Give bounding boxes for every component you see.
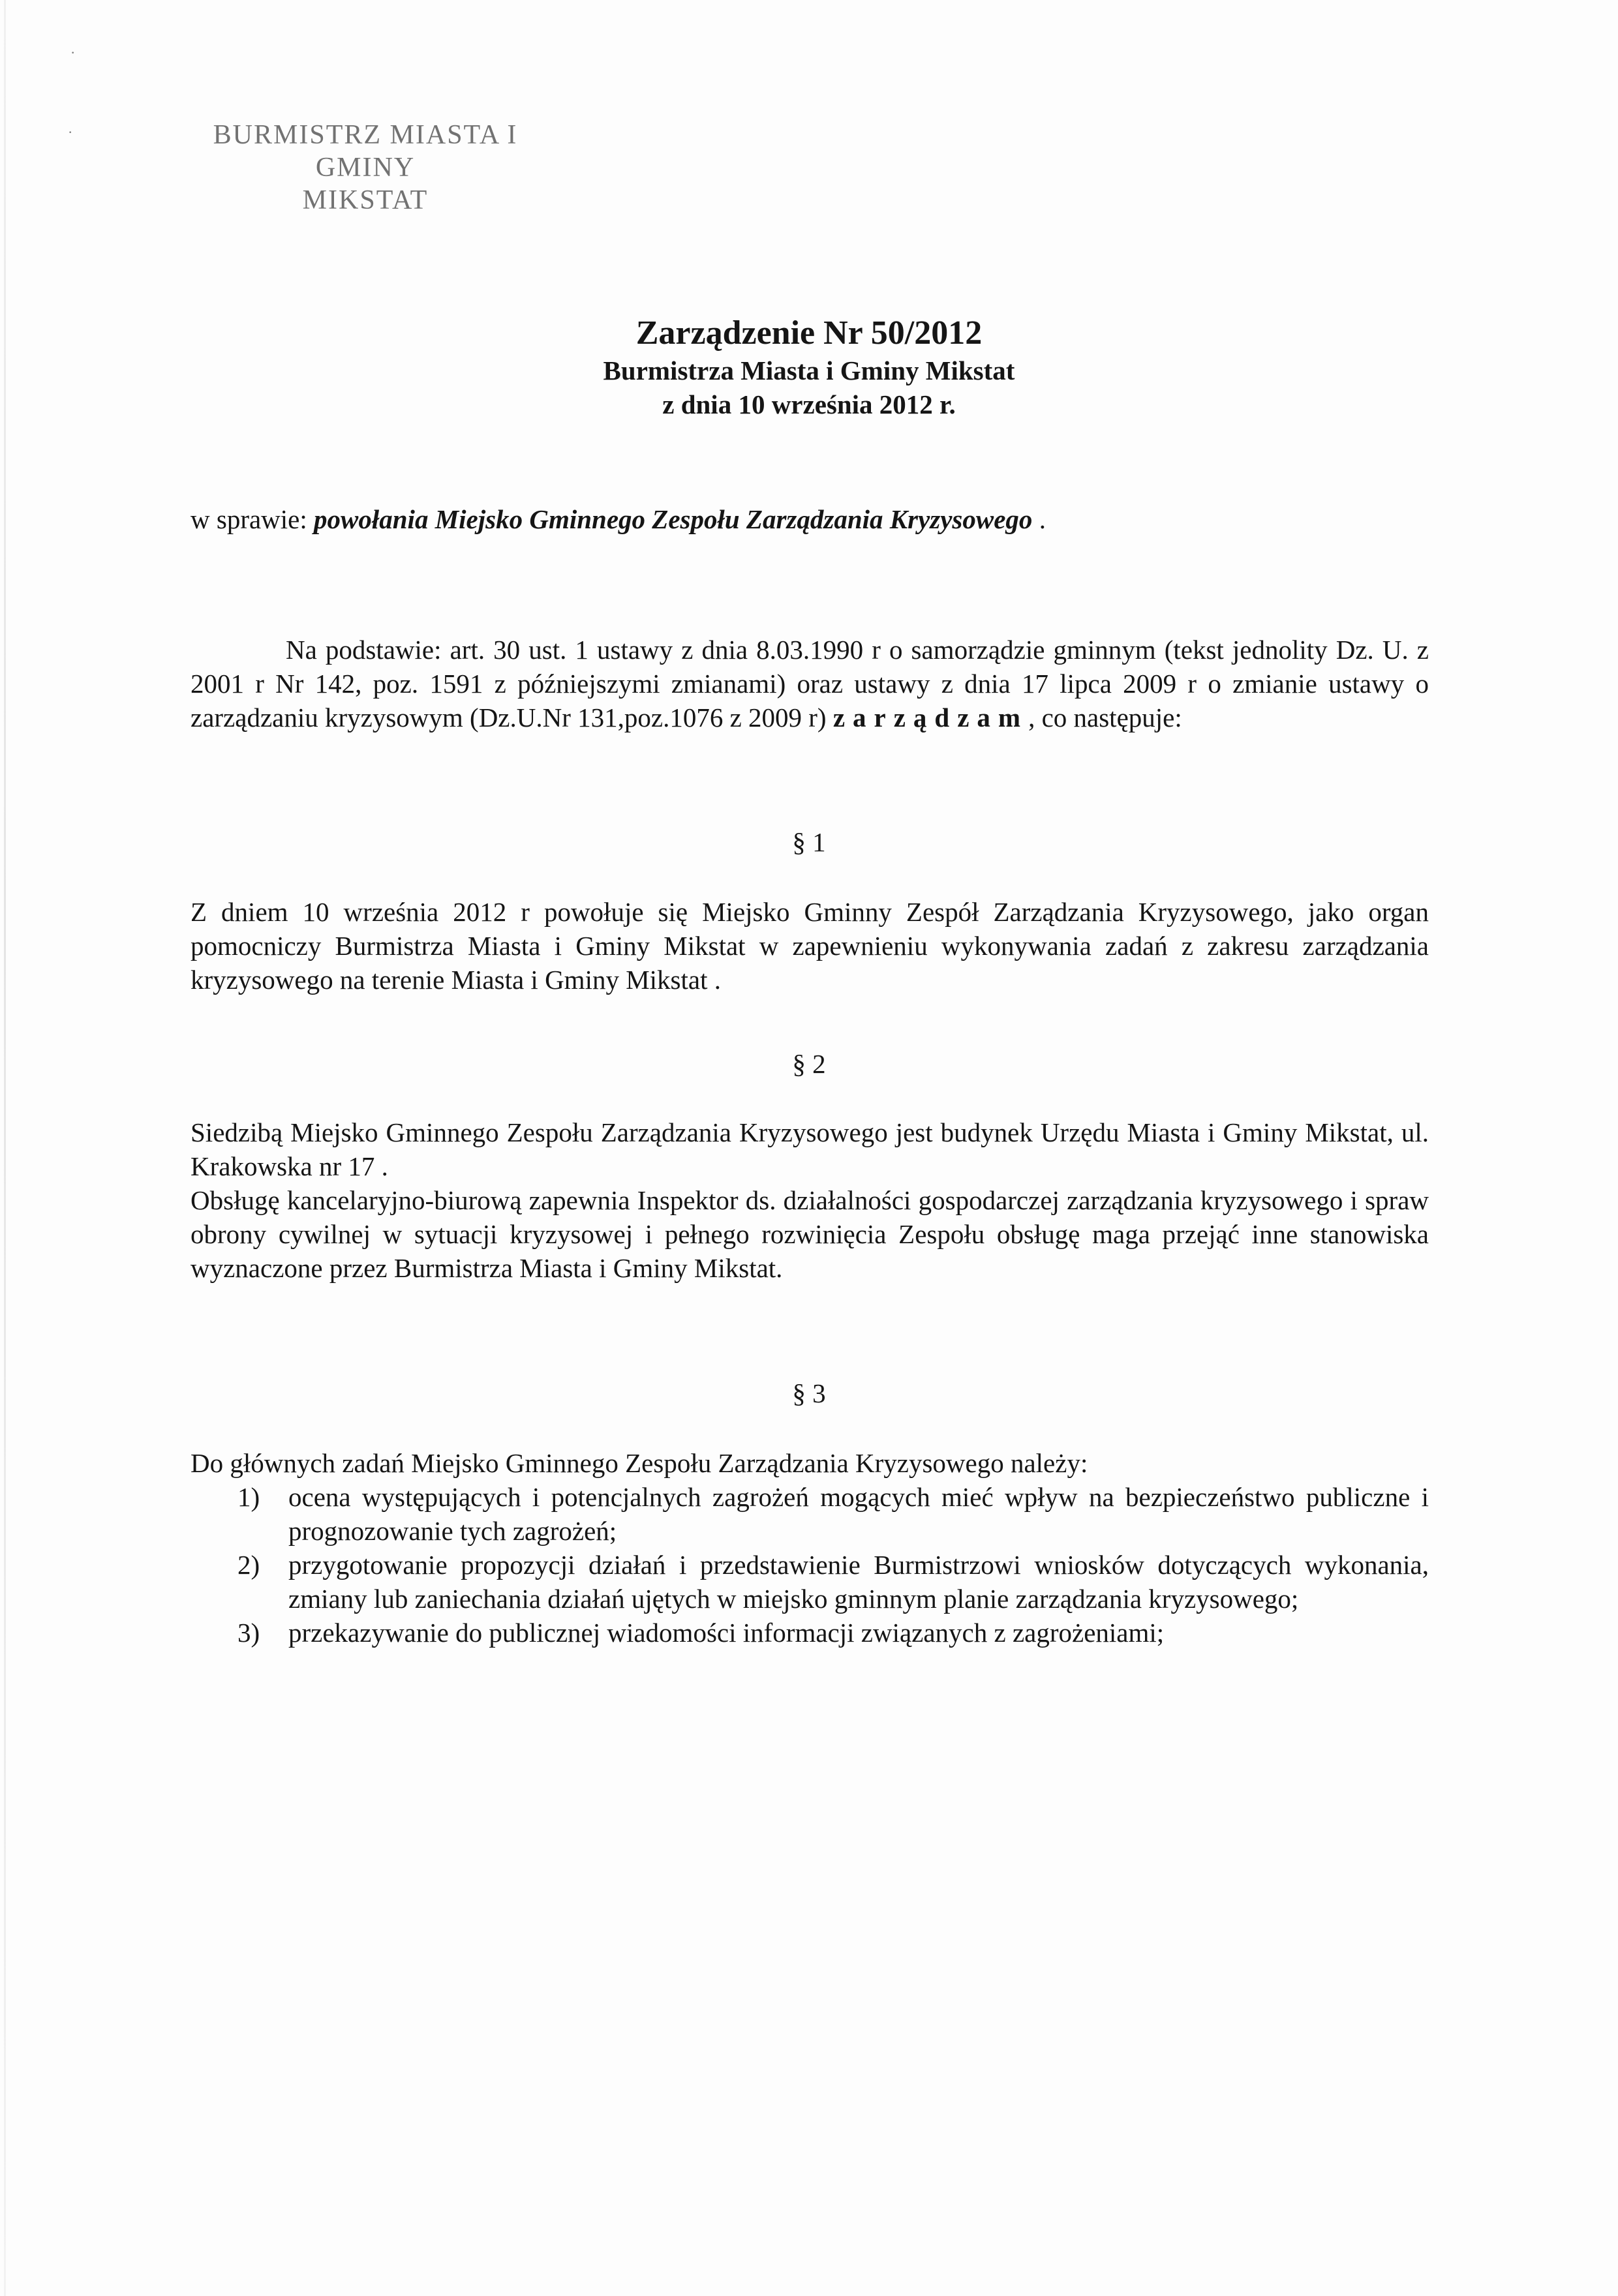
section-2-paragraph-1: Siedzibą Miejsko Gminnego Zespołu Zarządzania Kryzysowego jest budynek Urzędu Miasta i Gminy Mikstat, ul. Krakowska nr 17 . [191, 1117, 1429, 1181]
list-item-number: 3) [237, 1618, 260, 1648]
subject-suffix: . [1032, 504, 1046, 534]
section-mark-3: § 3 [792, 1378, 826, 1408]
legal-basis-tail: , co następuje: [1028, 702, 1182, 733]
subject-prefix: w sprawie: [191, 504, 307, 534]
list-item [191, 1480, 1429, 1548]
list-item-number: 1) [237, 1482, 260, 1512]
stamp-line-1: BURMISTRZ MIASTA I GMINY [213, 120, 518, 183]
subject-text: powołania Miejsko Gminnego Zespołu Zarządzania Kryzysowego [314, 504, 1033, 534]
subject-line [191, 502, 1046, 536]
section-3-body [191, 1446, 1429, 1650]
document-issuer: Burmistrza Miasta i Gminy Mikstat [603, 355, 1015, 385]
list-item-text: przygotowanie propozycji działań i przedstawienie Burmistrzowi wniosków dotyczących wykonania, zmiany lub zaniechania działań ujętych w miejsko gminnym planie zarządzania kryzysowego; [288, 1550, 1429, 1614]
scan-speck: · [70, 44, 76, 61]
list-item [191, 1616, 1429, 1650]
section-2-paragraph-2: Obsługę kancelaryjno-biurową zapewnia Inspektor ds. działalności gospodarczej zarządzania kryzysowego i spraw obrony cywilnej w sytuacji kryzysowej i pełnego rozwinięcia Zespołu obsługę maga przejąć inne stanowiska wyznaczone przez Burmistrza Miasta i Gminy Mikstat. [191, 1185, 1429, 1283]
office-stamp [183, 119, 548, 217]
stamp-line-2: MIKSTAT [302, 185, 429, 215]
document-date: z dnia 10 września 2012 r. [662, 389, 956, 419]
decree-word: zarządzam [832, 702, 1029, 733]
legal-basis [191, 633, 1429, 734]
list-item-text: ocena występujących i potencjalnych zagrożeń mogących mieć wpływ na bezpieczeństwo publiczne i prognozowanie tych zagrożeń; [288, 1482, 1429, 1546]
scan-speck: · [68, 124, 73, 140]
legal-basis-text: Na podstawie: art. 30 ust. 1 ustawy z dnia 8.03.1990 r o samorządzie gminnym (tekst jednolity Dz. U. z 2001 r Nr 142, poz. 1591 z późniejszymi zmianami) oraz ustawy z dnia 17 lipca 2009 r o zmianie ustawy o zarządzaniu kryzysowym (Dz.U.Nr 131,poz.1076 z 2009 r) [191, 635, 1429, 733]
section-3-intro: Do głównych zadań Miejsko Gminnego Zespołu Zarządzania Kryzysowego należy: [191, 1448, 1088, 1478]
list-item-text: przekazywanie do publicznej wiadomości informacji związanych z zagrożeniami; [288, 1618, 1165, 1648]
section-2-body [191, 1115, 1429, 1285]
section-mark-2: § 2 [792, 1049, 826, 1079]
section-1-paragraph: Z dniem 10 września 2012 r powołuje się Miejsko Gminny Zespół Zarządzania Kryzysowego, jako organ pomocniczy Burmistrza Miasta i Gminy Mikstat w zapewnieniu wykonywania zadań z zakresu zarządzania kryzysowego na terenie Miasta i Gminy Mikstat . [191, 897, 1429, 995]
list-item-number: 2) [237, 1550, 260, 1580]
title-block [0, 313, 1618, 421]
list-item [191, 1548, 1429, 1616]
section-1-body [191, 895, 1429, 997]
task-list [191, 1480, 1429, 1650]
section-mark-1: § 1 [792, 827, 826, 857]
document-title: Zarządzenie Nr 50/2012 [635, 314, 983, 352]
